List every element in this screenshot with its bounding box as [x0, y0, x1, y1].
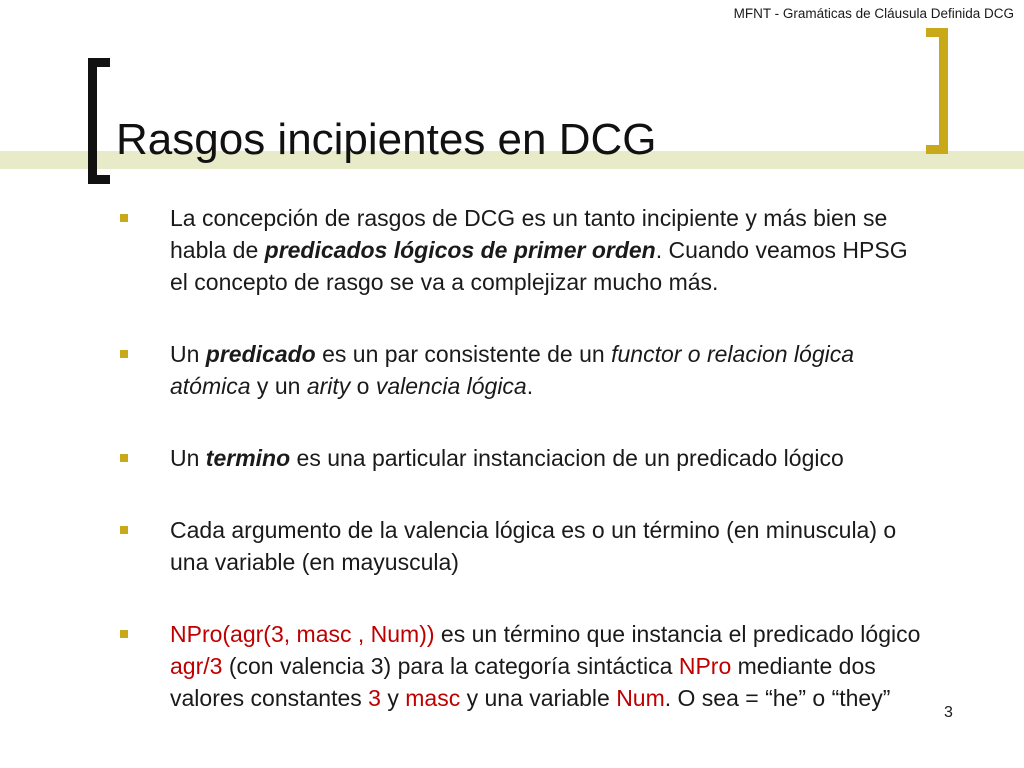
bullet-text: . O sea = “he” o “they” — [664, 685, 891, 711]
bullet-item-3 — [120, 442, 930, 474]
bullet-text: Un — [170, 445, 206, 471]
bullet-marker-icon — [120, 526, 128, 534]
bullet-text: mediante dos valores constantes — [170, 653, 876, 711]
emphasis-text: predicados lógicos de primer orden — [264, 237, 656, 263]
red-term: 3 — [368, 685, 381, 711]
bullet-text: o — [350, 373, 376, 399]
red-term: Num — [616, 685, 665, 711]
bullet-marker-icon — [120, 350, 128, 358]
bullet-item-4 — [120, 514, 930, 578]
bullet-text: Un — [170, 341, 206, 367]
bullet-text: es un par consistente de un — [315, 341, 612, 367]
bullet-marker-icon — [120, 214, 128, 222]
right-bracket-decoration — [926, 28, 948, 154]
bullet-marker-icon — [120, 630, 128, 638]
emphasis-text: predicado — [205, 341, 316, 367]
bullet-text: y una variable — [460, 685, 617, 711]
bullet-text: Cada argumento de la valencia lógica es o un término (en minuscula) o una variable (en mayuscula) — [170, 517, 897, 575]
bullet-text: . — [526, 373, 534, 399]
italic-text: valencia lógica — [375, 373, 527, 399]
red-term: NPro — [678, 653, 732, 679]
slide-title: Rasgos incipientes en DCG — [116, 115, 657, 164]
bullet-marker-icon — [120, 454, 128, 462]
bullet-item-2 — [120, 338, 930, 402]
left-bracket-decoration — [88, 58, 110, 184]
red-term: masc — [405, 685, 461, 711]
bullet-text: y — [380, 685, 406, 711]
bullet-text: La concepción de rasgos de DCG es un tanto incipiente y más bien se habla de — [170, 205, 888, 263]
italic-text: functor o relacion lógica atómica — [170, 341, 855, 399]
bullet-text: y un — [250, 373, 307, 399]
bullet-text: . Cuando veamos HPSG el concepto de rasgo se va a complejizar mucho más. — [170, 237, 908, 295]
emphasis-text: termino — [205, 445, 291, 471]
bullet-item-1 — [120, 202, 930, 298]
red-term: agr/3 — [170, 653, 223, 679]
italic-text: arity — [306, 373, 351, 399]
bullet-text: es una particular instanciacion de un predicado lógico — [290, 445, 844, 471]
bullet-list — [120, 202, 930, 714]
red-term: NPro(agr(3, masc , Num)) — [170, 621, 435, 647]
page-number: 3 — [944, 704, 953, 721]
slide-header: MFNT - Gramáticas de Cláusula Definida DCG — [733, 6, 1014, 21]
bullet-text: es un término que instancia el predicado lógico — [434, 621, 921, 647]
bullet-text: (con valencia 3) para la categoría sintáctica — [222, 653, 679, 679]
bullet-item-5 — [120, 618, 930, 714]
